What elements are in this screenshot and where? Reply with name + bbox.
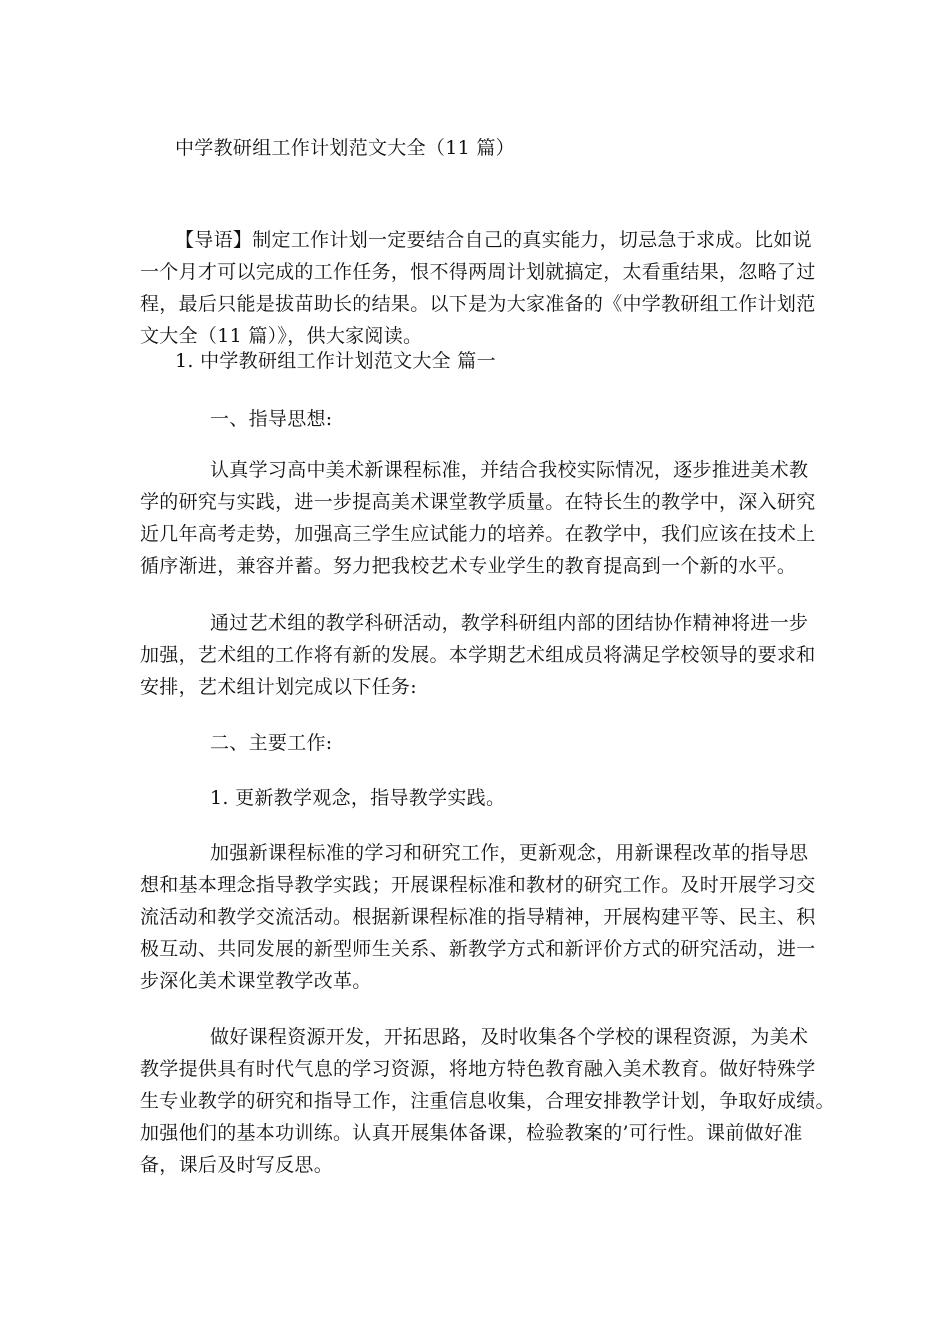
intro-line-2: 一个月才可以完成的工作任务，恨不得两周计划就搞定，太看重结果，忽略了过 [140,261,816,283]
para2-line-1: 通过艺术组的教学科研活动，教学科研组内部的团结协作精神将进一步 [210,612,809,634]
para4-line-5: 备，课后及时写反思。 [140,1154,334,1176]
para3-line-3: 流活动和教学交流活动。根据新课程标准的指导精神，开展构建平等、民主、积 [140,906,816,928]
para3-line-2: 想和基本理念指导教学实践；开展课程标准和教材的研究工作。及时开展学习交 [140,874,816,896]
intro-line-1: 【导语】制定工作计划一定要结合自己的真实能力，切忌急于求成。比如说 [175,229,812,251]
main-work-heading: 二、主要工作: [210,732,333,754]
intro-line-4: 文大全（11 篇）》，供大家阅读。 [140,325,423,347]
para4-line-1: 做好课程资源开发，开拓思路，及时收集各个学校的课程资源，为美术 [210,1026,809,1048]
para1-line-1: 认真学习高中美术新课程标准，并结合我校实际情况，逐步推进美术教 [210,459,809,481]
para1-line-4: 循序渐进，兼容并蓄。努力把我校艺术专业学生的教育提高到一个新的水平。 [140,555,797,577]
para3-line-5: 步深化美术课堂教学改革。 [140,970,372,992]
para1-line-3: 近几年高考走势，加强高三学生应试能力的培养。在教学中，我们应该在技术上 [140,523,816,545]
para2-line-3: 安排，艺术组计划完成以下任务: [140,676,417,698]
section-heading: 1. 中学教研组工作计划范文大全 篇一 [175,350,496,372]
para2-line-2: 加强，艺术组的工作将有新的发展。本学期艺术组成员将满足学校领导的要求和 [140,644,816,666]
para3-line-4: 极互动、共同发展的新型师生关系、新教学方式和新评价方式的研究活动，进一 [140,938,816,960]
para1-line-2: 学的研究与实践，进一步提高美术课堂教学质量。在特长生的教学中，深入研究 [140,491,816,513]
guiding-heading: 一、指导思想: [210,408,333,430]
para3-line-1: 加强新课程标准的学习和研究工作，更新观念，用新课程改革的指导思 [210,842,809,864]
para4-line-3: 生专业教学的研究和指导工作，注重信息收集，合理安排教学计划，争取好成绩。 [140,1090,835,1112]
para4-line-2: 教学提供具有时代气息的学习资源，将地方特色教育融入美术教育。做好特殊学 [140,1058,816,1080]
item-1-heading: 1. 更新教学观念，指导教学实践。 [210,787,506,809]
para4-line-4: 加强他们的基本功训练。认真开展集体备课，检验教案的’可行性。课前做好准 [140,1122,803,1144]
intro-line-3: 程，最后只能是拔苗助长的结果。以下是为大家准备的《中学教研组工作计划范 [140,293,816,315]
document-title: 中学教研组工作计划范文大全（11 篇） [175,137,515,159]
